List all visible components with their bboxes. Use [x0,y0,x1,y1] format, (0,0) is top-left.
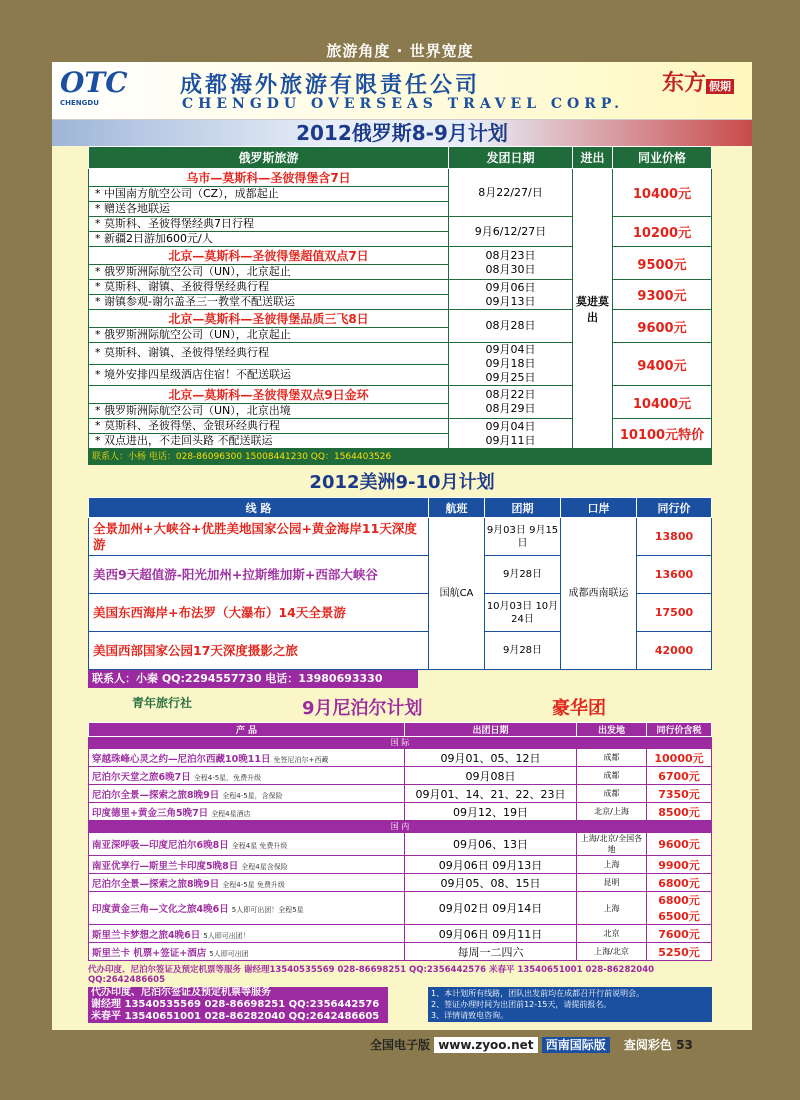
price: 7350元 [647,785,712,803]
departure-dates: 09月05、08、15日 [405,874,577,892]
route-note: 全程4星酒店 [211,809,251,818]
price: 9500元 [613,247,712,280]
price: 17500 [637,594,712,632]
price: 7600元 [647,925,712,943]
col-header: 同行价 [637,498,712,518]
route-name: 美西9天超值游-阳光加州+拉斯维加斯+西部大峡谷 [89,556,429,594]
departure-dates: 09月02日 09月14日 [405,892,577,925]
page-number: 53 [676,1038,693,1052]
route-feature: * 双点进出，不走回头路 不配送联运 [89,434,449,449]
port-label: 莫进莫出 [573,169,613,449]
date: 9月6/12/27日 [474,224,547,238]
col-header: 口岸 [561,498,637,518]
america-contact: 联系人：小秦 QQ:2294557730 电话：13980693330 [88,670,418,688]
route-feature: * 中国南方航空公司（CZ），成都起止 [89,187,449,202]
brand-badge: 东方 假期 [662,66,742,114]
route-cell [89,925,405,943]
russia-route-row [89,280,712,295]
col-header: 线 路 [89,498,429,518]
price: 6700元 [647,767,712,785]
route-feature: * 莫斯科、圣彼得堡经典7日行程 [89,217,449,232]
date: 09月11日 [485,433,536,447]
departure-dates: 10月03日 10月24日 [485,594,561,632]
route-feature: * 莫斯科、谢镇、圣彼得堡经典行程 [89,343,449,365]
nepal-header [52,692,752,722]
nepal-plan-title: 9月尼泊尔计划 [302,698,423,719]
route-name: 斯里兰卡 机票+签证+酒店 [92,947,207,959]
price: 10100元特价 [613,419,712,449]
route-feature: * 谢镇参观-谢尔盖圣三一教堂不配送联运 [89,295,449,310]
route-cell [89,785,405,803]
route-name: 尼泊尔全景—探索之旅8晚9日 [92,878,220,890]
date: 08月22日 [485,388,536,401]
departure-dates [449,247,573,280]
price: 8500元 [647,803,712,821]
visa-notes: 1、本计划所有线路，团队出发前均在成都召开行前说明会。 2、签证办理时间为出团前12-15天，请提前报名。 3、详情请致电咨询。 [428,987,712,1022]
route-cell [89,874,405,892]
ad-sheet [52,62,752,1030]
route-title: 北京—莫斯科—圣彼得堡品质三飞8日 [89,310,449,328]
origin: 成都 [577,749,647,767]
route-name: 全景加州+大峡谷+优胜美地国家公园+黄金海岸11天深度游 [89,518,429,556]
route-note: 全程4-5星，含保险 [222,791,283,800]
russia-table [88,146,712,449]
col-header: 进出 [573,147,613,169]
nepal-route-row [89,803,712,821]
date: 09月18日 [485,357,536,370]
section-label: 国 际 [89,737,712,749]
departure-dates [449,386,573,419]
price: 10400元 [613,386,712,419]
page-footer [370,1036,770,1056]
price: 13600 [637,556,712,594]
price: 9300元 [613,280,712,310]
route-feature: * 俄罗斯洲际航空公司（UN），北京出境 [89,404,449,419]
company-name-cn: 成都海外旅游有限责任公司 [180,73,481,98]
route-note: 全程4星 免费升级 [231,842,288,850]
date: 09月04日 [485,419,536,433]
departure-dates: 09月08日 [405,767,577,785]
origin: 成都 [577,767,647,785]
origin: 北京/上海 [577,803,647,821]
route-cell [89,856,405,874]
nepal-route-row [89,856,712,874]
nepal-route-row [89,892,712,925]
route-note: 5人即可出团！ [203,931,250,940]
visa-contacts: 代办印度、尼泊尔签证及预定机票等服务 谢经理 13540535569 028-86698251 QQ:2356442576 米春平 13540651001 028-86282040 QQ:2642486605 [88,987,388,1023]
company-header [52,62,752,120]
route-note: 5人即可出团 [209,949,249,958]
route-title: 乌市—莫斯科—圣彼得堡含7日 [89,169,449,187]
departure-dates: 9月28日 [485,632,561,670]
nepal-route-row [89,943,712,961]
nepal-route-row [89,767,712,785]
departure-dates [449,169,573,217]
departure-dates: 09月06日 09月13日 [405,856,577,874]
port: 成都西南联运 [561,518,637,670]
price: 6800元 6500元 [647,892,712,925]
departure-dates [449,217,573,247]
date: 09月13日 [485,294,536,308]
col-header: 航班 [429,498,485,518]
price: 5250元 [647,943,712,961]
america-plan-title: 2012美洲9-10月计划 [309,472,495,493]
route-cell [89,833,405,856]
visa-service-contact: 代办印度、尼泊尔签证及预定机票等服务 谢经理13540535569 028-86698251 QQ:2356442576 米春平 13540651001 028-86282040 QQ:2642486605 [88,965,655,985]
luxury-tag: 豪华团 [552,698,606,719]
route-name: 斯里兰卡梦想之旅4晚6日 [92,929,201,941]
company-logo: OTC CHENGDU [60,66,128,107]
route-title: 北京—莫斯科—圣彼得堡超值双点7日 [89,247,449,265]
youth-travel-logo: 青年旅行社 [132,696,193,710]
section-row [89,737,712,749]
origin: 上海 [577,856,647,874]
price: 9400元 [613,343,712,386]
date: 08月23日 [485,249,536,262]
slogan: 旅游角度 · 世界宽度 [326,42,474,60]
route-feature: * 莫斯科、圣彼得堡、金银环经典行程 [89,419,449,434]
visa-box [88,987,712,1023]
price: 42000 [637,632,712,670]
route-name: 尼泊尔天堂之旅6晚7日 [92,771,191,783]
price: 10200元 [613,217,712,247]
route-name: 南亚优享行—斯里兰卡印度5晚8日 [92,860,239,872]
nepal-route-row [89,925,712,943]
route-note: 全程4-5星 免费升级 [222,880,285,889]
route-feature: * 新疆2日游加600元/人 [89,232,449,247]
departure-dates [449,280,573,310]
russia-route-row [89,343,712,365]
departure-dates: 09月06日 09月11日 [405,925,577,943]
col-header: 发团日期 [449,147,573,169]
origin: 上海/北京 [577,943,647,961]
nepal-route-row [89,833,712,856]
route-note: 全程4星含保险 [241,862,288,871]
col-header: 俄罗斯旅游 [89,147,449,169]
date: 08月28日 [485,319,536,332]
route-name: 美国西部国家公园17天深度摄影之旅 [89,632,429,670]
route-feature: * 莫斯科、谢镇、圣彼得堡经典行程 [89,280,449,295]
date: 08月30日 [485,263,536,276]
origin: 上海/北京/全国各地 [577,833,647,856]
route-note: 5人即可出团！全程5星 [231,906,304,914]
price: 6800元 [647,874,712,892]
russia-route-row [89,386,712,404]
route-name: 美国东西海岸+布法罗（大瀑布）14天全景游 [89,594,429,632]
date: 09月25日 [485,371,536,384]
date: 08月29日 [485,402,536,415]
nepal-route-row [89,874,712,892]
col-header: 产 品 [89,723,405,737]
route-note: 全程4-5星，免费升级 [193,773,262,782]
departure-dates: 09月01、14、21、22、23日 [405,785,577,803]
route-feature: * 境外安排四星级酒店住宿！不配送联运 [89,364,449,386]
russia-route-row [89,310,712,328]
price: 10400元 [613,169,712,217]
route-name: 穿越珠峰心灵之约—尼泊尔西藏10晚11日 [92,753,271,765]
russia-plan-title: 2012俄罗斯8-9月计划 [52,120,752,146]
departure-dates: 9月03日 9月15日 [485,518,561,556]
russia-route-row [89,217,712,232]
route-cell [89,749,405,767]
russia-route-row [89,169,712,187]
departure-dates [449,419,573,449]
russia-contact: 联系人：小杨 电话：028-86096300 15008441230 QQ：1564403526 [88,449,712,465]
edition-label: 西南国际版 [542,1037,610,1053]
col-header: 出团日期 [405,723,577,737]
route-feature: * 赠送各地联运 [89,202,449,217]
nepal-table [88,722,712,961]
price: 9900元 [647,856,712,874]
route-name: 印度黄金三角—文化之旅4晚6日 [92,904,229,915]
date: 09月04日 [485,343,536,356]
departure-dates [449,310,573,343]
russia-route-row [89,419,712,434]
website-link[interactable]: www.zyoo.net [434,1037,537,1053]
company-name-en: CHENGDU OVERSEAS TRAVEL CORP. [182,96,624,112]
origin: 成都 [577,785,647,803]
departure-dates: 09月01、05、12日 [405,749,577,767]
departure-dates: 09月06、13日 [405,833,577,856]
col-header: 团期 [485,498,561,518]
departure-dates: 每周一二四六 [405,943,577,961]
section-label: 查阅彩色 [623,1038,672,1052]
price: 9600元 [647,833,712,856]
route-cell [89,892,405,925]
section-label: 国 内 [89,821,712,833]
col-header: 同行价含税 [647,723,712,737]
route-cell [89,943,405,961]
america-table [88,497,712,670]
origin: 北京 [577,925,647,943]
price: 9600元 [613,310,712,343]
nepal-route-row [89,749,712,767]
route-name: 尼泊尔全景—探索之旅8晚9日 [92,789,220,801]
price: 10000元 [647,749,712,767]
price: 13800 [637,518,712,556]
date: 09月06日 [485,280,536,294]
date: 8月22/27/日 [478,185,543,199]
airline: 国航CA [429,518,485,670]
origin: 昆明 [577,874,647,892]
departure-dates: 09月12、19日 [405,803,577,821]
route-note: 免签尼泊尔+西藏 [273,755,329,764]
russia-route-row [89,247,712,265]
section-row [89,821,712,833]
america-route-row [89,518,712,556]
footer-label: 全国电子版 [370,1038,431,1052]
route-feature: * 俄罗斯洲际航空公司（UN），北京起止 [89,328,449,343]
route-title: 北京—莫斯科—圣彼得堡双点9日金环 [89,386,449,404]
departure-dates [449,343,573,386]
col-header: 出发地 [577,723,647,737]
col-header: 同业价格 [613,147,712,169]
departure-dates: 9月28日 [485,556,561,594]
route-feature: * 俄罗斯洲际航空公司（UN），北京起止 [89,265,449,280]
route-name: 南亚深呼吸—印度尼泊尔6晚8日 [92,840,229,851]
route-cell [89,767,405,785]
nepal-route-row [89,785,712,803]
route-name: 印度德里+黄金三角5晚7日 [92,807,209,819]
origin: 上海 [577,892,647,925]
route-cell [89,803,405,821]
